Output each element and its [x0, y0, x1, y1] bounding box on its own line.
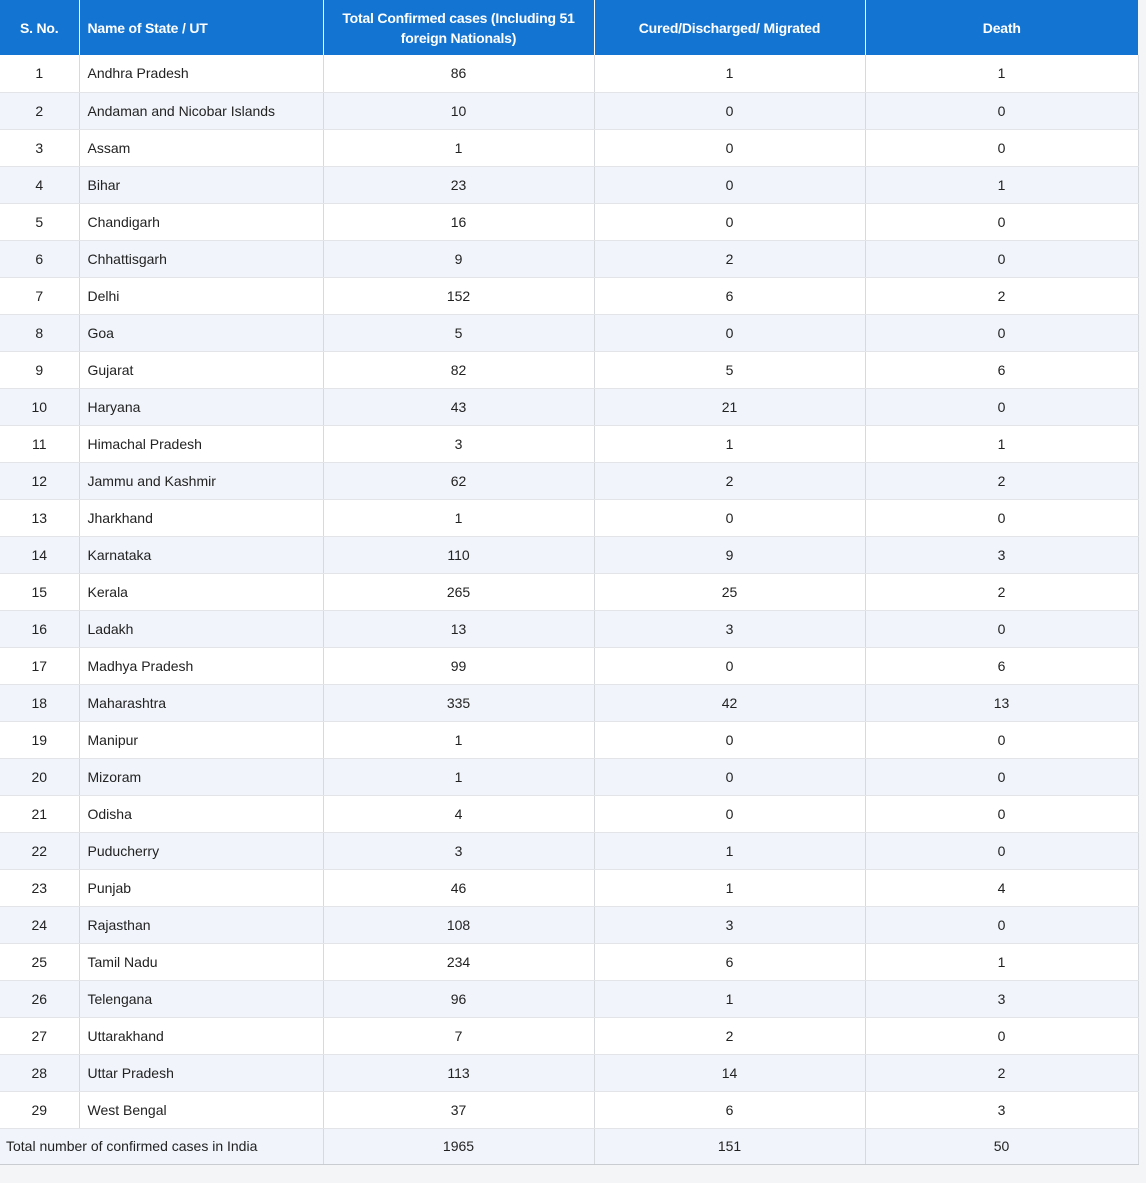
- table-row: [0, 425, 1138, 462]
- cell-sno: 29: [0, 1091, 79, 1128]
- cell-sno: 23: [0, 869, 79, 906]
- cell-cured: 1: [594, 832, 865, 869]
- total-row: [0, 1128, 1138, 1164]
- cell-death: 3: [865, 1091, 1138, 1128]
- cell-cured: 6: [594, 1091, 865, 1128]
- cell-state: Ladakh: [79, 610, 323, 647]
- table-row: [0, 129, 1138, 166]
- cell-state: Uttarakhand: [79, 1017, 323, 1054]
- header-death: Death: [865, 0, 1138, 55]
- cell-total-confirmed: 99: [323, 647, 594, 684]
- cell-state: Manipur: [79, 721, 323, 758]
- total-death-value: 50: [865, 1128, 1138, 1164]
- cell-death: 1: [865, 943, 1138, 980]
- cell-total-confirmed: 110: [323, 536, 594, 573]
- cell-cured: 0: [594, 203, 865, 240]
- cell-death: 0: [865, 758, 1138, 795]
- cell-total-confirmed: 16: [323, 203, 594, 240]
- cell-sno: 17: [0, 647, 79, 684]
- cell-total-confirmed: 152: [323, 277, 594, 314]
- cell-sno: 8: [0, 314, 79, 351]
- table-row: [0, 869, 1138, 906]
- cell-cured: 0: [594, 92, 865, 129]
- cell-state: Assam: [79, 129, 323, 166]
- cell-death: 2: [865, 277, 1138, 314]
- cell-sno: 15: [0, 573, 79, 610]
- cell-cured: 2: [594, 462, 865, 499]
- cell-state: Rajasthan: [79, 906, 323, 943]
- cell-cured: 6: [594, 277, 865, 314]
- cell-state: Madhya Pradesh: [79, 647, 323, 684]
- table-row: [0, 906, 1138, 943]
- table-row: [0, 721, 1138, 758]
- cell-total-confirmed: 46: [323, 869, 594, 906]
- cell-total-confirmed: 96: [323, 980, 594, 1017]
- cell-total-confirmed: 265: [323, 573, 594, 610]
- cell-total-confirmed: 43: [323, 388, 594, 425]
- header-total-confirmed: Total Confirmed cases (Including 51 foreign Nationals): [323, 0, 594, 55]
- cell-total-confirmed: 5: [323, 314, 594, 351]
- cell-sno: 9: [0, 351, 79, 388]
- cell-sno: 22: [0, 832, 79, 869]
- cell-sno: 25: [0, 943, 79, 980]
- cell-total-confirmed: 1: [323, 499, 594, 536]
- cell-cured: 0: [594, 314, 865, 351]
- cell-cured: 3: [594, 906, 865, 943]
- cell-sno: 13: [0, 499, 79, 536]
- cell-death: 0: [865, 129, 1138, 166]
- cell-cured: 0: [594, 795, 865, 832]
- cell-state: Karnataka: [79, 536, 323, 573]
- total-label: Total number of confirmed cases in India: [0, 1128, 323, 1164]
- cell-sno: 26: [0, 980, 79, 1017]
- cell-sno: 21: [0, 795, 79, 832]
- cell-sno: 16: [0, 610, 79, 647]
- cell-sno: 19: [0, 721, 79, 758]
- cell-state: Jharkhand: [79, 499, 323, 536]
- cell-death: 3: [865, 980, 1138, 1017]
- cell-death: 2: [865, 462, 1138, 499]
- header-sno: S. No.: [0, 0, 79, 55]
- cell-death: 3: [865, 536, 1138, 573]
- cell-death: 0: [865, 240, 1138, 277]
- table-row: [0, 240, 1138, 277]
- cell-sno: 14: [0, 536, 79, 573]
- cell-sno: 7: [0, 277, 79, 314]
- cell-death: 6: [865, 351, 1138, 388]
- cell-cured: 2: [594, 1017, 865, 1054]
- cell-state: Haryana: [79, 388, 323, 425]
- cell-sno: 10: [0, 388, 79, 425]
- cell-total-confirmed: 1: [323, 129, 594, 166]
- cell-total-confirmed: 23: [323, 166, 594, 203]
- cell-cured: 25: [594, 573, 865, 610]
- table-body: [0, 55, 1138, 1128]
- cell-cured: 0: [594, 499, 865, 536]
- table-row: [0, 462, 1138, 499]
- cell-total-confirmed: 37: [323, 1091, 594, 1128]
- cell-state: Bihar: [79, 166, 323, 203]
- cell-cured: 0: [594, 166, 865, 203]
- cell-death: 0: [865, 832, 1138, 869]
- cell-total-confirmed: 62: [323, 462, 594, 499]
- cell-death: 13: [865, 684, 1138, 721]
- cell-total-confirmed: 13: [323, 610, 594, 647]
- cell-sno: 24: [0, 906, 79, 943]
- cell-cured: 1: [594, 980, 865, 1017]
- table-row: [0, 647, 1138, 684]
- cell-cured: 21: [594, 388, 865, 425]
- cell-state: Chhattisgarh: [79, 240, 323, 277]
- table-row: [0, 610, 1138, 647]
- table-row: [0, 795, 1138, 832]
- cell-sno: 12: [0, 462, 79, 499]
- cell-sno: 1: [0, 55, 79, 92]
- table-row: [0, 536, 1138, 573]
- cell-state: Mizoram: [79, 758, 323, 795]
- cell-total-confirmed: 4: [323, 795, 594, 832]
- cell-cured: 14: [594, 1054, 865, 1091]
- table-row: [0, 55, 1138, 92]
- cell-state: Uttar Pradesh: [79, 1054, 323, 1091]
- cell-death: 1: [865, 166, 1138, 203]
- cell-state: Gujarat: [79, 351, 323, 388]
- cell-cured: 0: [594, 721, 865, 758]
- cell-total-confirmed: 234: [323, 943, 594, 980]
- cell-state: West Bengal: [79, 1091, 323, 1128]
- cell-sno: 3: [0, 129, 79, 166]
- table-row: [0, 388, 1138, 425]
- cell-death: 1: [865, 55, 1138, 92]
- cell-total-confirmed: 7: [323, 1017, 594, 1054]
- cell-total-confirmed: 9: [323, 240, 594, 277]
- cell-death: 0: [865, 1017, 1138, 1054]
- cell-state: Andhra Pradesh: [79, 55, 323, 92]
- table-row: [0, 832, 1138, 869]
- cell-total-confirmed: 113: [323, 1054, 594, 1091]
- cell-death: 0: [865, 610, 1138, 647]
- cell-state: Jammu and Kashmir: [79, 462, 323, 499]
- cell-state: Delhi: [79, 277, 323, 314]
- cell-sno: 2: [0, 92, 79, 129]
- total-confirmed-value: 1965: [323, 1128, 594, 1164]
- table-row: [0, 943, 1138, 980]
- cell-cured: 6: [594, 943, 865, 980]
- cell-total-confirmed: 82: [323, 351, 594, 388]
- table-row: [0, 314, 1138, 351]
- total-cured-value: 151: [594, 1128, 865, 1164]
- cell-death: 2: [865, 573, 1138, 610]
- cell-state: Himachal Pradesh: [79, 425, 323, 462]
- cell-death: 2: [865, 1054, 1138, 1091]
- table-row: [0, 1091, 1138, 1128]
- cell-total-confirmed: 86: [323, 55, 594, 92]
- cell-cured: 9: [594, 536, 865, 573]
- cell-state: Maharashtra: [79, 684, 323, 721]
- header-state: Name of State / UT: [79, 0, 323, 55]
- table-row: [0, 1017, 1138, 1054]
- cell-cured: 42: [594, 684, 865, 721]
- cell-cured: 2: [594, 240, 865, 277]
- cell-total-confirmed: 3: [323, 425, 594, 462]
- cell-death: 1: [865, 425, 1138, 462]
- cell-sno: 4: [0, 166, 79, 203]
- cell-state: Kerala: [79, 573, 323, 610]
- table-row: [0, 166, 1138, 203]
- cell-sno: 11: [0, 425, 79, 462]
- cell-state: Chandigarh: [79, 203, 323, 240]
- cell-total-confirmed: 1: [323, 721, 594, 758]
- table-row: [0, 573, 1138, 610]
- cell-death: 4: [865, 869, 1138, 906]
- header-row: [0, 0, 1138, 55]
- cell-cured: 5: [594, 351, 865, 388]
- cell-state: Puducherry: [79, 832, 323, 869]
- cell-death: 0: [865, 203, 1138, 240]
- table-row: [0, 980, 1138, 1017]
- table-row: [0, 684, 1138, 721]
- table-row: [0, 499, 1138, 536]
- cell-death: 0: [865, 499, 1138, 536]
- cell-sno: 18: [0, 684, 79, 721]
- cell-state: Telengana: [79, 980, 323, 1017]
- cell-cured: 0: [594, 758, 865, 795]
- cell-total-confirmed: 10: [323, 92, 594, 129]
- table-footer: [0, 1128, 1138, 1164]
- cell-total-confirmed: 1: [323, 758, 594, 795]
- cell-total-confirmed: 108: [323, 906, 594, 943]
- table-row: [0, 92, 1138, 129]
- cell-cured: 3: [594, 610, 865, 647]
- cell-total-confirmed: 335: [323, 684, 594, 721]
- table-row: [0, 1054, 1138, 1091]
- cell-state: Punjab: [79, 869, 323, 906]
- cell-death: 0: [865, 314, 1138, 351]
- cell-cured: 0: [594, 129, 865, 166]
- cell-cured: 0: [594, 647, 865, 684]
- table-row: [0, 758, 1138, 795]
- cell-cured: 1: [594, 425, 865, 462]
- cell-state: Odisha: [79, 795, 323, 832]
- cell-death: 0: [865, 92, 1138, 129]
- table-row: [0, 277, 1138, 314]
- cell-cured: 1: [594, 869, 865, 906]
- cell-sno: 5: [0, 203, 79, 240]
- cell-death: 0: [865, 906, 1138, 943]
- table-header: [0, 0, 1138, 55]
- table-row: [0, 351, 1138, 388]
- cell-death: 0: [865, 795, 1138, 832]
- cell-total-confirmed: 3: [323, 832, 594, 869]
- table-row: [0, 203, 1138, 240]
- cell-death: 0: [865, 388, 1138, 425]
- cell-cured: 1: [594, 55, 865, 92]
- header-cured: Cured/Discharged/ Migrated: [594, 0, 865, 55]
- cell-sno: 20: [0, 758, 79, 795]
- cell-state: Andaman and Nicobar Islands: [79, 92, 323, 129]
- cell-state: Goa: [79, 314, 323, 351]
- cell-sno: 27: [0, 1017, 79, 1054]
- cell-death: 6: [865, 647, 1138, 684]
- cell-sno: 28: [0, 1054, 79, 1091]
- cell-death: 0: [865, 721, 1138, 758]
- cell-state: Tamil Nadu: [79, 943, 323, 980]
- cell-sno: 6: [0, 240, 79, 277]
